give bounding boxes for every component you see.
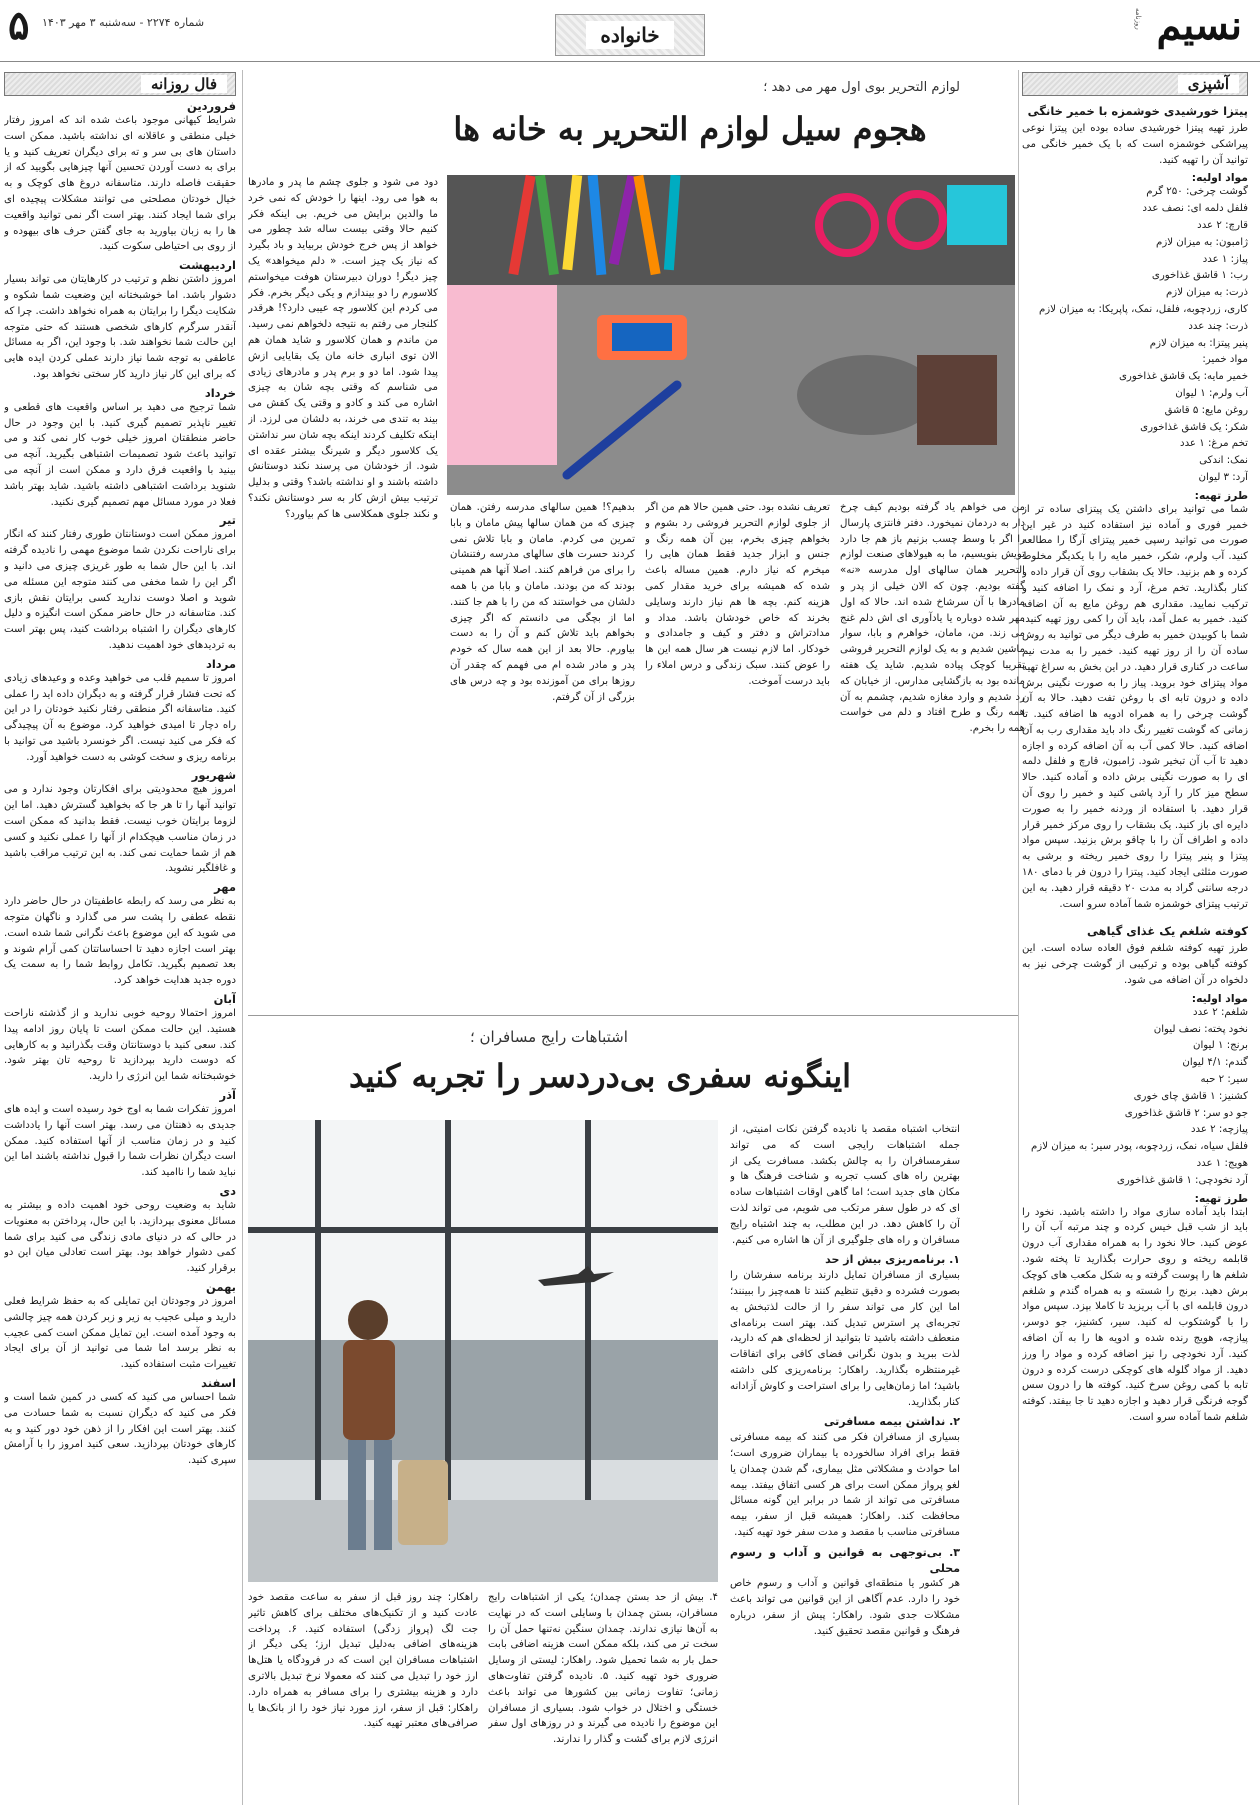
subheading: ۱. برنامه‌ریزی بیش از حد [825, 1253, 960, 1267]
horoscope-entry [4, 1376, 236, 1469]
horoscope-entry [4, 1280, 236, 1373]
sign-name: بهمن [206, 1280, 236, 1294]
ingredient: شلغم: ۲ عدد [1193, 1006, 1248, 1018]
horoscope-entry [4, 768, 236, 877]
ingredients-label: مواد اولیه: [1191, 991, 1248, 1005]
sign-name: تیر [219, 513, 236, 528]
sign-text: امروز احتمالا روحیه خوبی ندارید و از گذشته ناراحت هستید. این حالت ممکن است تا پایان روز ادامه پیدا کند. سعی کنید با دوستانتان وقت بگذرانید و به کارهایی که دوست دارید بپردازید تا روحیه تان بهتر شود. خوشبختانه شما این انرژی را دارید. [4, 1008, 236, 1083]
recipe-title: کوفته شلغم یک غذای گیاهی [1086, 924, 1248, 939]
sign-text: امروز داشتن نظم و ترتیب در کارهایتان می تواند بسیار دشوار باشد. اما خوشبختانه این وضعیت شما شکوه و شکایت دیگرا را برایتان به همراه نخواهد داشت. چرا که آنقدر سرگرم کارهای شخصی هستند که حتی متوجه این حالت شما نخواهند شد. با وجود این، اگر به مسائل عاطفی به توجه شما نیاز دارند عملی کردن ایده هایی که برای این کار نیاز دارید کار سختی نخواهد بود. [4, 274, 236, 380]
subheading: ۳. بی‌توجهی به قوانین و آداب و رسوم محلی [730, 1545, 960, 1575]
ingredient: جو دو سر: ۲ قاشق غذاخوری [1124, 1107, 1248, 1119]
ingredient: آب ولرم: ۱ لیوان [1175, 387, 1248, 399]
cooking-banner-title: آشپزی [1178, 75, 1239, 93]
ingredient: رب: ۱ قاشق غذاخوری [1151, 270, 1248, 282]
floor [248, 1500, 718, 1582]
ingredient: نخود پخته: نصف لیوان [1153, 1023, 1248, 1035]
sign-text: به نظر می رسد که رابطه عاطفیتان در حال حاضر دارد نقطه عطفی را پشت سر می گذارد و ناگهان متوجه می شوید که این موضوع باعث نگرانی شما شده است. بهتر است اجازه دهید تا احساساتتان کمی آرام شوند و بعد تصمیم بگیرید. تکامل روابط شما را به سمت یک دوره جدید هدایت خواهد کرد. [4, 896, 236, 987]
ingredients-label: مواد اولیه: [1191, 171, 1248, 185]
sign-name: دی [219, 1184, 236, 1199]
sign-name: مهر [214, 880, 236, 895]
newspaper-logo: نسیم [1156, 2, 1242, 49]
sign-text: شرایط کیهانی موجود باعث شده اند که امروز رفتار خیلی منطقی و عاقلانه ای نداشته باشید. ممکن است داستان های بی سر و ته برای دیگران تعریف کنید و یا برای به دست آوردن تحسین آنها چیزهایی بگویید که از حقیقت فاصله دارند. متاسفانه دروغ های کوچک و به خیال خودتان مصلحتی می توانند مشکلات پیچیده ای برای شما ایجاد کنند. بهتر است اگر نمی توانید واقعیت ها را به زبان بیاورید به جای گفتن حرف های بیهوده و از روی بی احتیاطی سکوت کنید. [4, 115, 236, 253]
section-title: خانواده [586, 21, 673, 49]
ingredient: گندم: ۴/۱ لیوان [1182, 1057, 1248, 1069]
pink-notebook [447, 285, 557, 465]
top-article-column [645, 500, 830, 935]
header-divider [0, 61, 1260, 62]
method-label: طرز تهیه: [1194, 488, 1248, 502]
top-article-column: بدهیم؟! همین سالهای مدرسه رفتن. همان چیزی که من همان سالها پیش مامان و بابا تمرین می کردم. مامان و بابا تلاش نمی کردند حسرت های سالهای مدرسه رفتنشان را برای من فراهم کنند. اصلا آنها هم همینی بودند که من بودند. مامان و بابا من با همه دلشان می خواستند که من را با هم جا کنند. اما از بچگی می دانستم که اگر چیزی بخواهم باید تلاش کنم و آن را به دست بیاورم. حالا بعد از این همه سال که خودم پدر و مادر شده ام می فهمم که چقدر آن روزها برای من آموزنده بود و چه درس های بزرگی از آن گرفتم. [450, 502, 635, 703]
sign-text: شاید به وضعیت روحی خود اهمیت داده و بیشتر به مسائل معنوی بپردازید. با این حال، پرداختن به معنویات در حالی که در دنیای مادی زندگی می کنید برای شما کمی دشوار خواهد بود. بهتر است تعادلی میان این دو برقرار کنید. [4, 1200, 236, 1275]
ingredient: کاری، زردچوبه، فلفل، نمک، پاپریکا: به میزان لازم [1038, 303, 1248, 315]
horoscope-entry [4, 880, 236, 989]
ingredients-list [1022, 1005, 1248, 1189]
paragraph: بسیاری از مسافران تمایل دارند برنامه سفرشان را بصورت فشرده و دقیق تنظیم کنند تا همه‌چیز را ببینند؛ اما این کار می تواند سفر را از حالت لذتبخش به تجربه‌ای پر استرس تبدیل کند. بهتر است برنامه‌ای منعطف داشته باشید تا بتوانید از لحظه‌ای هم که دارید، لذت ببرید و بدون نگرانی فضای کافی برای اتفاقات غیرمنتظره بگذارید. راهکار: برنامه‌ریزی کلی داشته باشید؛ اما زمان‌هایی را برای استراحت و کاوش آزادانه کنار بگذارید. [730, 1270, 960, 1408]
ingredient: ژامبون: به میزان لازم [1156, 236, 1248, 248]
stationery-photo [447, 175, 1015, 495]
issue-info: شماره ۲۲۷۴ - سه‌شنبه ۳ مهر ۱۴۰۳ [42, 16, 205, 29]
cooking-banner [1022, 72, 1248, 96]
section-header-box [555, 14, 705, 56]
sign-name: اسفند [201, 1375, 236, 1390]
ingredient: کشنیز: ۱ قاشق چای خوری [1133, 1090, 1248, 1102]
bottom-article-column [730, 1122, 960, 1811]
sign-name: مرداد [205, 656, 236, 671]
horoscope-banner [4, 72, 236, 96]
ingredient: فلفل دلمه ای: نصف عدد [1142, 203, 1248, 215]
sign-text: امروز در وجودتان این تمایلی که به حفظ شرایط فعلی دارید و میلی عجیب به زیر و زبر کردن همه چیز چالشی به وجود آمده است. این تمایل ممکن است کمی عجیب به نظر برسد اما شما می توانید از آن برای ایجاد تغییرات مثبت استفاده کنید. [4, 1296, 236, 1371]
top-article-column-text: تعریف نشده بود. حتی همین حالا هم من اگر از جلوی لوازم التحریر فروشی رد بشوم و بخواهم چیزی بخرم، بین آن همه رنگ و جنس و ابزار جدید فقط همان هایی را میخرم که نیاز دارم. همین مساله باعث شده که همیشه برای خرید مقدار کمی هزینه کنم. بچه ها هم نیاز دارند وسایلی بخرند که خاص خودشان باشد. مداد و مدادتراش و دفتر و کیف و جامدادی و خودکار. اما لازم نیست هر سال همه این ها را عوض کنند. سبک زندگی و درس املاء را باید درست آموخت. [645, 502, 830, 687]
horoscope-entry [4, 1088, 236, 1181]
horoscope-entry [4, 513, 236, 653]
horoscope-entry [4, 657, 236, 766]
sign-text: شما ترجیح می دهید بر اساس واقعیت های قطعی و تغییر ناپذیر تصمیم گیری کنید. با این وجود در حال حاضر منطقتان امروز خیلی خوب کار نمی کند و می توانید باعث شود تصمیمات اشتباهی بگیرید. آنچه می بینید با واقعیت فرق دارد و ممکن است از آنچه می شنوید برداشت اشتباهی داشته باشید. شاید بهتر باشد فعلا در مورد مسائل مهم تصمیم گیری نکنید. [4, 401, 236, 508]
sign-text: امروز ممکن است دوستانتان طوری رفتار کنند که انگار برای ناراحت نکردن شما موضوع مهمی را نادیده گرفته اند. با این حال شما به طور غریزی چیزی می دانید و اگر این را شما مخفی می کنند متوجه این مسئله می شوید و اصلا دوست ندارید کسی برایتان نقش بازی کند. متاسفانه در حال حاضر ممکن است انگیزه و دلیل کارهای دیگران را اشتباه برداشت کنید، پس بهتر است به تردیدهای خود اهمیت ندهید. [4, 529, 236, 651]
sign-text: امروز تا سمیم قلب می خواهید وعده و وعیدهای زیادی که تحت فشار قرار گرفته و به دیگران داده اید را عملی کنید. متاسفانه اگر منطقی رفتار نکنید خودتان را در این راه دچار تا امیدی خواهید کرد. موضوع به آن پیچیدگی که فکر می کنید نیست. اگر خونسرد باشید می توانید با برنامه ریزی و سخت کوشی به دست خواهید آورد. [4, 672, 236, 763]
sign-text: امروز هیچ محدودیتی برای افکارتان وجود ندارد و می توانید آنها را تا هر جا که بخواهید گسترش دهید. اما این لزوما برایتان خوب نیست. فقط بدانید که ممکن است در زمان مناسب هیچکدام از آنها را عملی نکنید و کسی هم از شما حمایت نمی کند. به این ترتیب مراقب باشید و غافلگیر نشوید. [4, 784, 236, 875]
ingredient: روغن مایع: ۵ قاشق [1164, 404, 1248, 416]
horoscope-entry [4, 258, 236, 383]
ingredient: فلفل سیاه، نمک، زردچوبه، پودر سیر: به میزان لازم [1030, 1141, 1248, 1153]
sign-name: شهریور [191, 768, 236, 783]
ingredient: خمیر مایه: یک قاشق غذاخوری [1118, 371, 1248, 383]
ingredient: تخم مرغ: ۱ عدد [1180, 438, 1248, 450]
sign-name: فروردین [186, 99, 236, 113]
masthead [0, 0, 1260, 62]
sign-text: امروز تفکرات شما به اوج خود رسیده است و ایده های جدیدی به ذهنتان می رسد. بهتر است آنها را یادداشت کنید و در زمان مناسب از آنها استفاده کنید. ممکن است دیگران نظرات شما را قبول نداشته باشند اما این نباید شما را ناامید کند. [4, 1104, 236, 1179]
ingredient: هویج: ۱ عدد [1196, 1158, 1248, 1170]
ingredient: نمک: اندکی [1199, 455, 1248, 467]
horoscope-entry [4, 1184, 236, 1277]
paragraph: هر کشور یا منطقه‌ای قوانین و آداب و رسوم خاص خود را دارد. عدم آگاهی از این قوانین می تواند باعث مشکلات جدی شود. راهکار: پیش از سفر، درباره فرهنگ و قوانین مقصد تحقیق کنید. [730, 1578, 960, 1637]
ingredient: پیاز: ۱ عدد [1202, 253, 1248, 265]
airport-traveler-photo [248, 1120, 718, 1582]
sign-name: خرداد [204, 385, 236, 400]
ingredient: شکر: یک قاشق غذاخوری [1140, 421, 1248, 433]
bottom-article-intro: انتخاب اشتباه مقصد یا نادیده گرفتن نکات امنیتی، از جمله اشتباهات رایجی است که می تواند سفرمسافران را به چالش بکشد. مسافرت یکی از بهترین راه های کسب تجربه و شناخت فرهنگ ها و مکان های جدید است؛ اما گاهی اوقات اشتباهات ساده ای که در طول سفر مرتکب می شویم، می تواند لذت آن را کاهش دهد. در این مطلب، به چند اشتباه رایج مسافران و راه های جلوگیری از آن ها اشاره می کنیم. [730, 1124, 960, 1246]
ingredient: ذرت: چند عدد [1188, 320, 1248, 332]
horoscope-column [4, 72, 236, 1802]
ingredient: مواد خمیر: [1202, 354, 1248, 366]
ingredient: برنج: ۱ لیوان [1192, 1040, 1248, 1052]
sign-name: آذر [219, 1088, 236, 1103]
ingredient: سیر: ۲ حبه [1200, 1074, 1248, 1086]
ingredient: قارچ: ۲ عدد [1197, 219, 1248, 231]
method-label: طرز تهیه: [1194, 1191, 1248, 1205]
subheading: ۲. نداشتن بیمه مسافرتی [824, 1415, 960, 1429]
recipe-intro: طرز تهیه کوفته شلغم فوق العاده ساده است. این کوفته گیاهی بوده و ترکیبی از گوشت چرخی نیز به دلخواه در آن اضافه می شود. [1022, 943, 1248, 987]
ingredient: پیازچه: ۲ عدد [1190, 1124, 1248, 1136]
ingredients-list [1022, 184, 1248, 485]
sign-name: آبان [213, 992, 236, 1007]
bottom-article-headline: اینگونه سفری بی‌دردسر را تجربه کنید [348, 1057, 852, 1095]
article-divider [248, 1015, 1018, 1016]
sign-name: اردیبهشت [179, 258, 236, 273]
sign-text: شما احساس می کنید که کسی در کمین شما است و فکر می کنید که دیگران نسبت به شما حسادت می کنند. بهتر است این افکار را از ذهن خود دور کنید و به کارهای خودتان بپردازید. سعی کنید امروز را با آرامش سپری کنید. [4, 1391, 236, 1467]
ingredient: گوشت چرخی: ۲۵۰ گرم [1146, 186, 1248, 198]
bottom-article-column: ۴. بیش از حد بستن چمدان؛ یکی از اشتباهات رایج مسافران، بستن چمدان با وسایلی است که در نهایت به آن‌ها نیازی ندارند. چمدان سنگین نه‌تنها حمل آن را سخت تر می کند، بلکه ممکن است هزینه اضافی بابت حمل بار به شما تحمیل شود. راهکار: لیستی از وسایل ضروری خود تهیه کنید. ۵. نادیده گرفتن تفاوت‌های زمانی؛ تفاوت زمانی بین کشورها می تواند باعث خستگی و اختلال در خواب شود. بسیاری از مسافران این موضوع را نادیده می گیرند و در روزهای اول سفر انرژی لازم برای گشت و گذار را ندارند. [488, 1592, 718, 1746]
recipe-title: پیتزا خورشیدی خوشمزه با خمیر خانگی [1027, 104, 1248, 118]
horoscope-entry [4, 992, 236, 1085]
inkwell [797, 355, 937, 435]
page-number: ۵ [8, 2, 30, 49]
horoscope-entry [4, 99, 236, 255]
suitcase [398, 1460, 448, 1545]
horoscope-entry [4, 386, 236, 511]
ingredient: آرد: ۳ لیوان [1198, 471, 1248, 483]
top-article-column: من می خواهم یاد گرفته بودیم کیف چرخ دار به دردمان نمیخورد. دفتر فانتزی پارسال را اگر با وسط چسب بزنیم باز هم جا دارد تویش بنویسیم، ما به هیولاهای صنعت لوازم التحریر همان سالهای اول مدرسه «نه» گفته بودیم. چون که الان خیلی از پدر و مادرها با آن سرشاخ شده اند. حالا که اول مهر شده دوباره یا یادآوری ای اش دلم غنج می زند. من، مامان، خواهرم و بابا، سوار ماشین شدیم و به یک لوازم التحریر فروشی تقریبا کوچک پیاده شدیم. شاید یک هفته مانده بود به بازگشایی مدارس. از خیابان که رد شدیم و وارد مغازه شدیم، چشمم به آن همه رنگ و طرح افتاد و دلم می خواست همه را بخرم. [840, 502, 1025, 735]
ingredient: ذرت: به میزان لازم [1166, 287, 1248, 299]
bottom-article-kicker: اشتباهات رایج مسافران ؛ [470, 1028, 628, 1046]
top-article-column: دود می شود و جلوی چشم ما پدر و مادرها به هوا می رود. اینها را خودش که نمی خرد ما والدین برایش می خریم. بی اینکه فکر کنیم حالا وقتی بیست ساله شد چطور می خواهد از پس خرج خودش بربیاید و باد بگیرد که نیاز یک چیز است. « دلم میخواهد» یک چیز دیگر! دوران دبیرستان هوفت میخواستم کلاسورم را دو بیندازم و یکی دیگر بخرم. فکر می کردم این کلاسور چه عیبی دارد؟! هرقدر کلنجار می رفتم به نتیجه دلخواهم نمی رسید. من ماندم و همان کلاسور و شاید همان هم الان توی انباری خانه مان یک بقایایی ازش پیدا شود. اما دو و برم پدر و مادرهای زیادی می شناسم که وقتی بچه شان به چیزی اشاره می کند و کادو و وقتی یک کفش می بیند به تندی می خرند، به دلشان می لرزد. از اینکه تکلیف کردند اینکه بچه شان سر نداشتن یک کلاسور دیگر و شیرنگ بیشتر عقده ای شود. از خودشان می پرسند نکند دوستانش داشته باشند و او نداشته باشد؟ وقتی و بدلیل ترتیب بیش ازش کار به سر دوستانش نکند؟ و نکند جلوی همکلاسی ها کم بیاورد؟ [248, 177, 438, 520]
horoscope-banner-title: فال روزانه [141, 75, 227, 93]
cooking-column [1022, 72, 1248, 1802]
top-article-headline: هجوم سیل لوازم التحریر به خانه ها [453, 110, 927, 148]
ink-pad [917, 355, 997, 445]
column-divider [242, 70, 243, 1805]
recipe-method: شما می توانید برای داشتن یک پیتزای ساده تر از خمیر فوری و آماده نیز استفاده کنید در غیر این صورت می توانید رسپی خمیر پیتزای آرگا را مطالعه کنید. آب ولرم، شکر، خمیر مایه را با یکدیگر مخلوط کرده و هم بزنید. حالا یک بشقاب روی آن قرار داده و کنار بگذارید. تخم مرغ، آرد و نمک را اضافه کنید و ترکیب نمایید. مقداری هم روغن مایع به آن اضافه کنید. خمیر به عمل آمد، باید آن را کمی روز تهیه کنید. شما با کوبیدن خمیر به طرف دیگر می توانید به روش ساده آن را از روز تهیه کنید. خمیر را به مدت نیم ساعت در کناری قرار دهید. در این بخش به سراغ تهیه مواد پیتزای خود بروید. پیاز را به صورت نگینی برش داده و درون تابه ای با روغن تفت دهید. حالا به آن گوشت چرخی را به همراه ادویه ها اضافه کنید. تا زمانی که گوشت تغییر رنگ داد باید مقداری رب به آن اضافه کنید. حالا کمی آب به آن اضافه کرده و اجازه دهید تا آب آن تبخیر شود. ژامبون، قارچ و فلفل دلمه ای را به صورت نگینی برش داده و آماده کنید. حالا سطح میز کار را آرد پاشی کنید و خمیر را روی آن قرار دهید. با استفاده از وردنه خمیر را به صورت دایره ای باز کنید. یک بشقاب را روی مرکز خمیر قرار داده و اطراف آن را با چاقو برش بزنید. سپس مواد پیتزا و پنیر پیتزا را روی خمیر ریخته و برشی به صورت مثلثی ایجاد کنید. پیتزا را درون فر با دمای ۱۸۰ درجه سانتی گراد به مدت ۲۰ دقیقه قرار دهید. به این ترتیب پیتزای خوشمزه شما آماده سرو است. [1022, 503, 1248, 910]
ingredient: آرد نخودچی: ۱ قاشق غذاخوری [1116, 1174, 1248, 1186]
top-article-kicker: لوازم التحریر بوی اول مهر می دهد ؛ [763, 80, 960, 95]
ingredient: پنیر پیتزا: به میزان لازم [1149, 337, 1248, 349]
recipe-method: ابتدا باید آماده سازی مواد را داشته باشید. نخود را باید از شب قبل خیس کرده و چند مرتبه آب آن را عوض کنید. حالا نخود را به همراه مقداری آب درون قابلمه ریخته و روی حرارت بگذارید تا پخته شود. شلغم ها را پوست گرفته و به شکل مکعب های کوچک برش دهید. برنج را شسته و به همراه گندم و شلغم درون قابلمه ای با آب بریزید تا کاملا بپزد. سپس مواد را با گوشتکوب له کنید. سیر، کشنیز، جو دوسر، پیازچه، هویج رنده شده و ادویه ها را به آن اضافه کنید. آرد نخودچی را نیز اضافه کرده و مواد را ورز دهید. از مواد گلوله های کوچکی درست کرده و درون تابه با کمی روغن سرخ کنید. کوفته ها را درون سس گوجه فرنگی قرار دهید و اجازه دهید تا جا بیفتد. کوفته شلغم شما آماده سرو است. [1022, 1206, 1248, 1423]
logo-subtitle: روزنامه [1134, 8, 1142, 30]
bottom-article-column: راهکار: چند روز قبل از سفر به ساعت مقصد خود عادت کنید و از تکنیک‌های مختلف برای کاهش تاثیر جت لگ (پرواز زدگی) استفاده کنید. ۶. پرداخت هزینه‌های اضافی به‌دلیل تبدیل ارز؛ یکی دیگر از اشتباهات مسافران این است که در فرودگاه یا هتل‌ها ارز خود را تبدیل می کنند که معمولا نرخ تبدیل بالاتری دارد و هزینه بیشتری را برای مسافر به همراه دارد. راهکار: قبل از سفر، ارز مورد نیاز خود را از بانک‌ها یا صرافی‌های معتبر تهیه کنید. [248, 1592, 478, 1730]
column-divider [1018, 70, 1019, 1805]
recipe-intro: طرز تهیه پیتزا خورشیدی ساده بوده این پیتزا نوعی پیراشکی خوشمزه است که با یک خمیر خانگی می توانید آن را تهیه کنید. [1022, 123, 1248, 166]
paragraph: بسیاری از مسافران فکر می کنند که بیمه مسافرتی فقط برای افراد سالخورده یا بیماران ضروری است؛ اما حوادث و مشکلاتی مثل بیماری، گم شدن چمدان یا لغو پرواز ممکن است برای هر کسی اتفاق بیفتد. بیمه مسافرتی می تواند از شما در برابر این گونه مسائل محافظت کند. راهکار: همیشه قبل از سفر، بیمه مسافرتی مناسب با مقصد و مدت سفر خود تهیه کنید. [730, 1432, 960, 1538]
sticky-notes [947, 185, 1007, 245]
